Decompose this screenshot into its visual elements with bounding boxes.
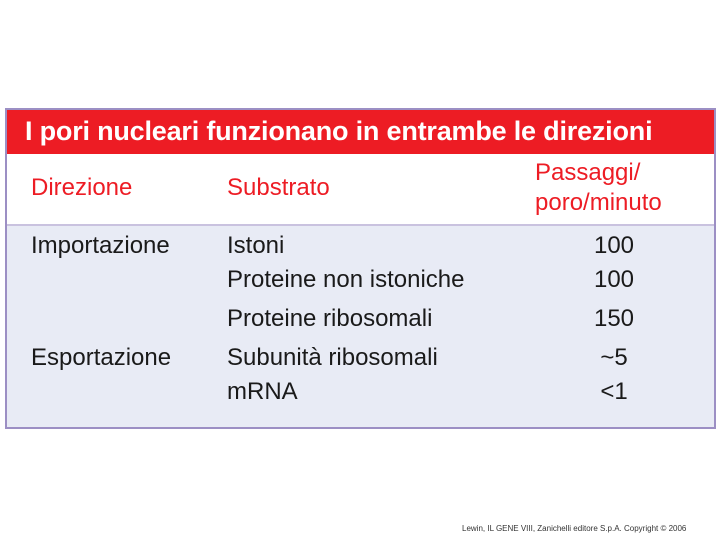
title-bar (7, 110, 714, 154)
row-substrate: Proteine ribosomali (227, 305, 433, 332)
header-passages (535, 158, 662, 218)
header-direction: Direzione (31, 174, 133, 201)
row-direction-import: Importazione (31, 232, 170, 259)
header-passages-line1: Passaggi/ (535, 159, 641, 186)
table-header (7, 154, 714, 226)
copyright-credit: Lewin, IL GENE VIII, Zanichelli editore S.p.A. Copyright © 2006 (462, 524, 687, 533)
data-table (5, 108, 716, 429)
table-title: I pori nucleari funzionano in entrambe le direzioni (25, 116, 653, 146)
header-substrate: Substrato (227, 174, 330, 201)
row-substrate: Proteine non istoniche (227, 266, 465, 293)
header-passages-line2: poro/minuto (535, 189, 662, 216)
row-value: 150 (593, 305, 635, 332)
row-value: 100 (593, 232, 635, 259)
row-substrate: Subunità ribosomali (227, 344, 438, 371)
row-substrate: Istoni (227, 232, 285, 259)
row-value: ~5 (600, 344, 628, 371)
row-direction-export: Esportazione (31, 344, 172, 371)
row-value: <1 (600, 378, 628, 405)
row-substrate: mRNA (227, 378, 298, 405)
row-value: 100 (593, 266, 635, 293)
